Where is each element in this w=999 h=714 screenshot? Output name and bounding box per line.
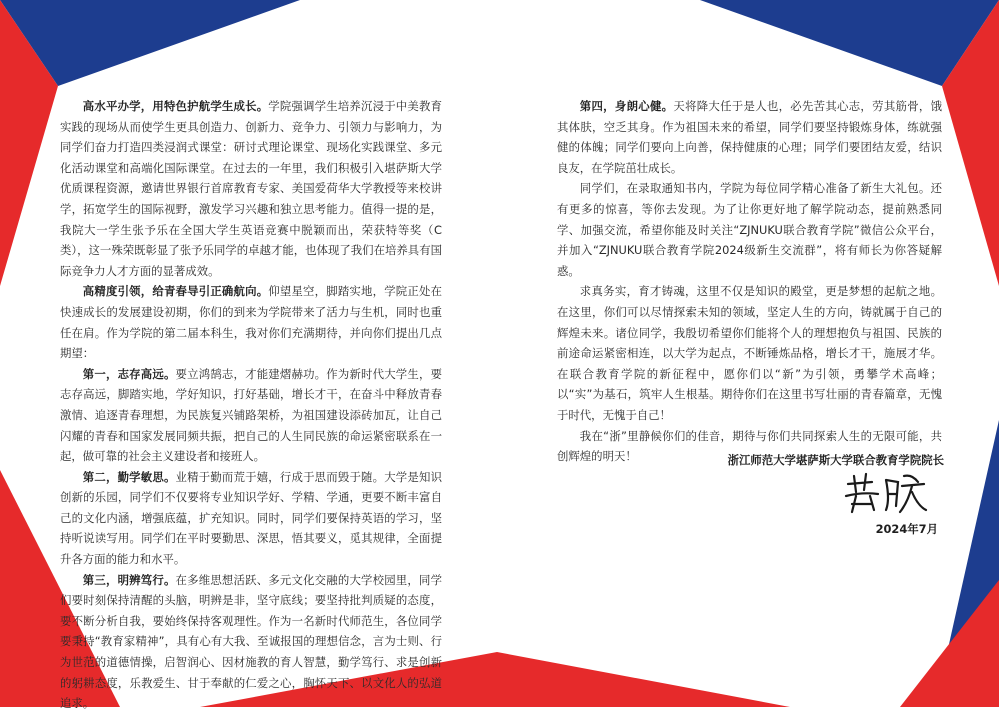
paragraph-seek-truth: 求真务实，育才铸魂，这里不仅是知识的殿堂，更是梦想的起航之地。在这里，你们可以尽情探索未知的领域，坚定人生的方向，铸就属于自己的辉煌未来。诸位同学，我殷切希望你们能将个人的理想抱负与祖国、民族的前途命运紧密相连，以大学为起点，不断锤炼品格，增长才干，施展才华。在联合教育学院的新征程中，愿你们以“新”为引领，勇攀学术高峰；以“实”为基石，筑牢人生根基。期待你们在这里书写壮丽的青春篇章，无愧于时代，无愧于自己！ [557,284,942,422]
right-text-column [557,96,942,467]
paragraph-first-expectation: 第一，志存高远。要立鸿鹄志，才能建熠赫功。作为新时代大学生，要志存高远，脚踏实地，学好知识，打好基础，增长才干，在奋斗中释放青春激情、追逐青春理想，为民族复兴铺路架桥，为祖国建设添砖加瓦，让自己闪耀的青春和国家发展同频共振，把自己的人生同民族的命运紧密联系在一起，做可靠的社会主义建设者和接班人。 [60,366,442,464]
paragraph-high-level-education: 高水平办学，用特色护航学生成长。学院强调学生培养沉浸于中美教育实践的现场从而使学生更具创造力、创新力、竞争力、引领力与影响力，为同学们奋力打造四类浸润式课堂：研讨式理论课堂、现场化实践课堂、多元化活动课堂和高端化国际课堂。在过去的一年里，我们积极引入堪萨斯大学优质课程资源，邀请世界银行首席教育专家、美国爱荷华大学教授等来校讲学，拓宽学生的国际视野，激发学习兴趣和独立思考能力。值得一提的是，我院大一学生张予乐在全国大学生英语竞赛中脱颖而出，荣获特等奖（C类），这一殊荣既彰显了张予乐同学的卓越才能，也体现了我们在培养具有国际竞争力人才方面的显著成效。 [60,99,442,278]
paragraph-second-expectation: 第二，勤学敏思。业精于勤而荒于嬉，行成于思而毁于随。大学是知识创新的乐园，同学们不仅要将专业知识学好、学精、学通，更要不断丰富自己的文化内涵，增强底蕴，扩充知识。同时，同学们要保持英语的学习，坚持听说读写用。同学们在平时要勤思、深思，悟其要义，觅其规律，全面提升各方面的能力和水平。 [60,469,442,567]
handwritten-signature [842,470,928,516]
signature-organization: 浙江师范大学堪萨斯大学联合教育学院院长 [727,453,944,467]
bottom-right-red-wedge [900,580,999,707]
paragraph-closing: 我在“浙”里静候你们的佳音，期待与你们共同探索人生的无限可能，共创辉煌的明天！ [557,428,942,464]
left-text-column [60,96,442,714]
paragraph-third-expectation: 第三，明辨笃行。在多维思想活跃、多元文化交融的大学校园里，同学们要时刻保持清醒的头脑，明辨是非，坚守底线；要坚持批判质疑的态度，要不断分析自我，要始终保持客观理性。作为一名新时代师范生，各位同学要秉持“教育家精神”，具有心有大我、至诚报国的理想信念，言为士则、行为世范的道德情操，启智润心、因材施教的育人智慧，勤学笃行、求是创新的躬耕态度，乐教爱生、甘于奉献的仁爱之心，胸怀天下、以文化人的弘道追求。 [60,572,442,711]
signature-date: 2024年7月 [875,522,938,536]
paragraph-welcome-gift: 同学们，在录取通知书内，学院为每位同学精心准备了新生大礼包。还有更多的惊喜，等你去发现。为了让你更好地了解学院动态，提前熟悉同学、加强交流，希望你能及时关注“ZJNUKU联合教育学院”微信公众平台，并加入“ZJNUKU联合教育学院2024级新生交流群”，将有师长为你答疑解惑。 [557,181,942,278]
paragraph-high-precision-guidance: 高精度引领，给青春导引正确航向。仰望星空，脚踏实地，学院正处在快速成长的发展建设初期，你们的到来为学院带来了活力与生机，同时也重任在肩。作为学院的第二届本科生，我对你们充满期待，并向你们提出几点期望： [60,284,442,361]
paragraph-fourth-expectation: 第四，身朗心健。天将降大任于是人也，必先苦其心志，劳其筋骨，饿其体肤，空乏其身。作为祖国未来的希望，同学们要坚持锻炼身体，练就强健的体魄；同学们要向上向善，保持健康的心理；同学们要团结友爱，结识良友，在学院茁壮成长。 [557,99,942,175]
